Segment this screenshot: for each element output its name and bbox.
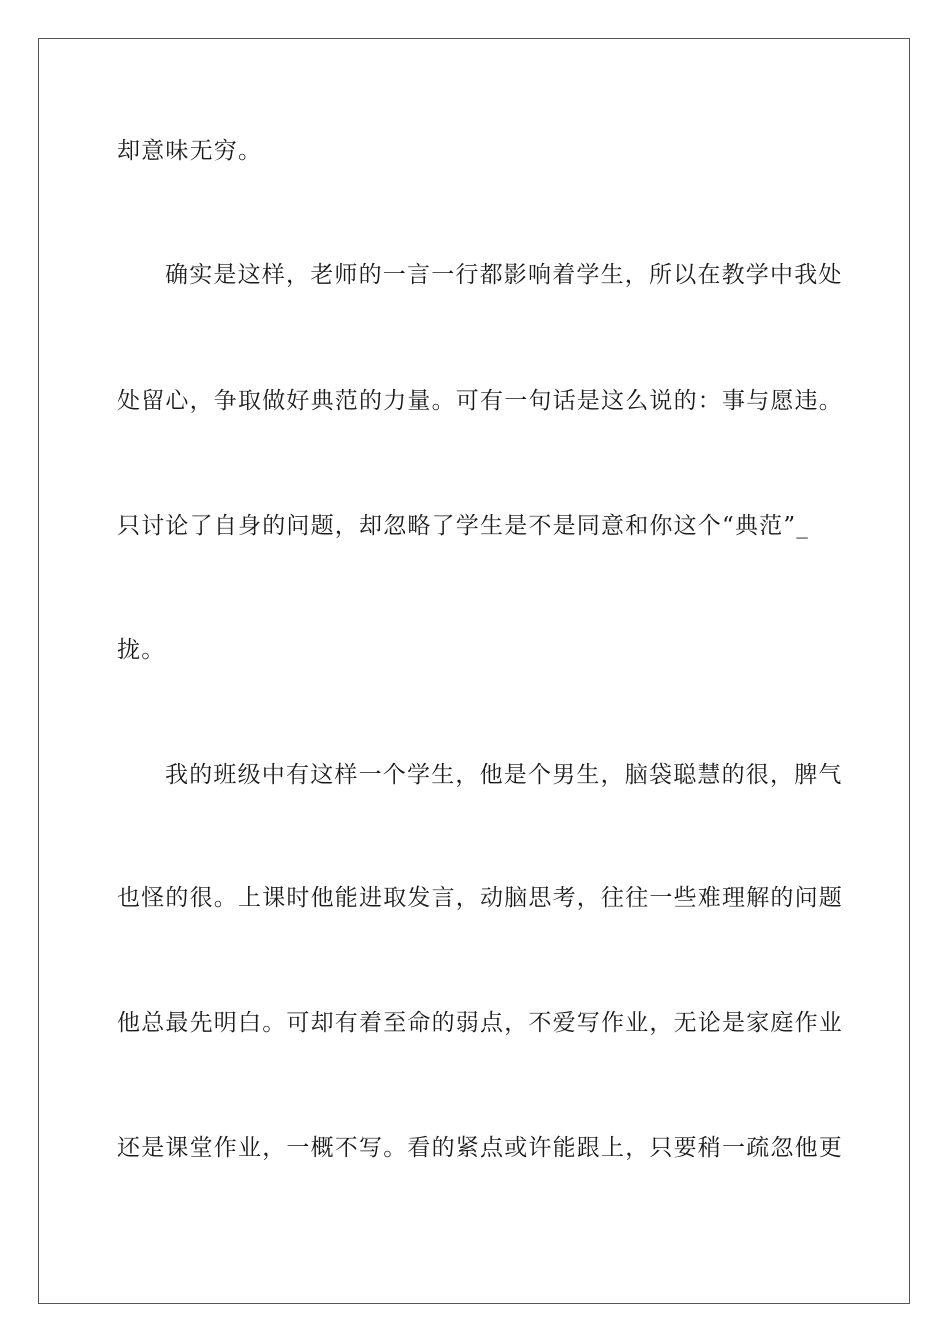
paragraph-start-line: 确实是这样，老师的一言一行都影响着学生，所以在教学中我处 (165, 262, 843, 288)
text-line: 只讨论了自身的问题，却忽略了学生是不是同意和你这个“典范”_ (117, 513, 810, 539)
text-line: 也怪的很。上课时他能进取发言，动脑思考，往往一些难理解的问题 (117, 885, 843, 911)
paragraph-start-line: 我的班级中有这样一个学生，他是个男生，脑袋聪慧的很，脾气 (165, 762, 843, 788)
text-line: 拢。 (117, 637, 166, 663)
page-border (38, 38, 910, 1304)
text-line: 还是课堂作业，一概不写。看的紧点或许能跟上，只要稍一疏忽他更 (117, 1135, 843, 1161)
text-line: 他总最先明白。可却有着至命的弱点，不爱写作业，无论是家庭作业 (117, 1010, 843, 1036)
text-line: 却意味无穷。 (117, 138, 263, 164)
text-line: 处留心，争取做好典范的力量。可有一句话是这么说的：事与愿违。 (117, 388, 843, 414)
